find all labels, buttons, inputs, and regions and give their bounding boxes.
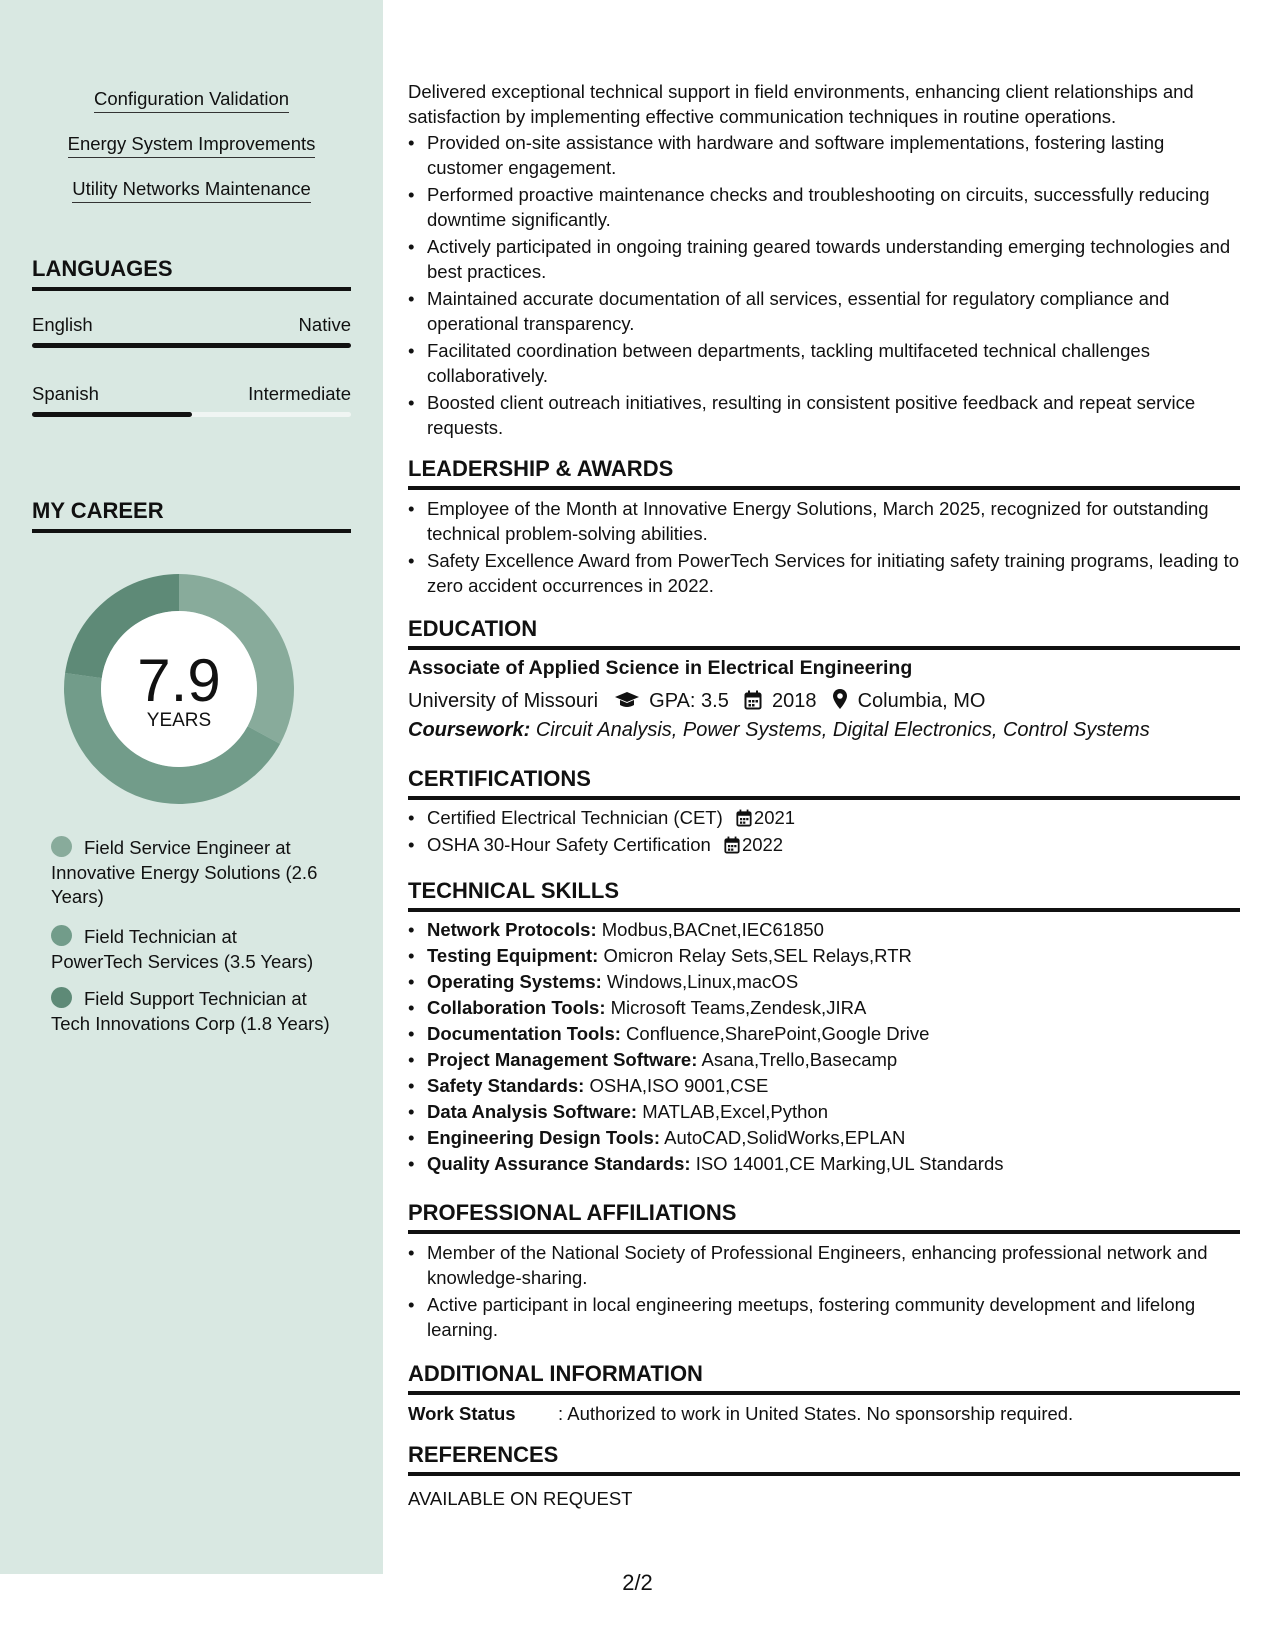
affiliations-list (408, 1241, 1240, 1342)
skill-row: • Network Protocols: Modbus,BACnet,IEC61850 (408, 918, 1240, 943)
work-status-label: Work Status (408, 1403, 516, 1424)
language-bar (32, 412, 351, 417)
skill-row: • Project Management Software: Asana,Trello,Basecamp (408, 1048, 1240, 1073)
experience-list (408, 131, 1240, 440)
legend-dot (51, 987, 72, 1008)
experience-bullet: • Actively participated in ongoing training geared towards understanding emerging technologies and best practices. (408, 235, 1240, 284)
leadership-list (408, 497, 1240, 598)
experience-bullet: • Performed proactive maintenance checks and troubleshooting on circuits, successfully reducing downtime significantly. (408, 183, 1240, 232)
additional-info-heading: ADDITIONAL INFORMATION (408, 1361, 1240, 1395)
skill-row: • Documentation Tools: Confluence,SharePoint,Google Drive (408, 1022, 1240, 1047)
certification-item: • Certified Electrical Technician (CET) 2021 (408, 806, 1240, 831)
education-meta (408, 688, 1240, 713)
school-name: University of Missouri (408, 690, 599, 712)
experience-bullet: • Maintained accurate documentation of all services, essential for regulatory compliance and operational transparency. (408, 287, 1240, 336)
affiliation-item: • Active participant in local engineering meetups, fostering community development and lifelong learning. (408, 1293, 1240, 1342)
work-status-row (408, 1402, 1240, 1427)
certification-year: 2021 (753, 807, 796, 828)
references-heading: REFERENCES (408, 1442, 1240, 1476)
languages-heading: LANGUAGES (32, 256, 351, 291)
skill-row: • Operating Systems: Windows,Linux,macOS (408, 970, 1240, 995)
technical-skills-heading: TECHNICAL SKILLS (408, 878, 1240, 912)
work-status-value: : Authorized to work in United States. No sponsorship required. (558, 1403, 1074, 1424)
calendar-icon (724, 836, 740, 854)
language-name: Spanish (32, 383, 99, 404)
language-bar-fill (32, 343, 351, 348)
career-total-years: 7.9 (137, 647, 221, 714)
references-text: AVAILABLE ON REQUEST (408, 1488, 633, 1509)
location-pin-icon (832, 688, 848, 710)
skill-item: Utility Networks Maintenance (0, 178, 383, 200)
skill-row: • Data Analysis Software: MATLAB,Excel,Python (408, 1100, 1240, 1125)
school-location: Columbia, MO (857, 690, 986, 712)
coursework (408, 719, 1240, 742)
experience-bullet: • Provided on-site assistance with hardware and software implementations, fostering lasting customer engagement. (408, 131, 1240, 180)
skill-row: • Engineering Design Tools: AutoCAD,SolidWorks,EPLAN (408, 1126, 1240, 1151)
language-name: English (32, 314, 93, 335)
skill-row: • Testing Equipment: Omicron Relay Sets,SEL Relays,RTR (408, 944, 1240, 969)
coursework-label: Coursework: (408, 719, 531, 741)
career-heading: MY CAREER (32, 498, 351, 533)
award-item: • Employee of the Month at Innovative Energy Solutions, March 2025, recognized for outstanding technical problem-solving abilities. (408, 497, 1240, 546)
certifications-list (408, 806, 1240, 857)
language-row (32, 383, 351, 405)
technical-skills-list (408, 918, 1240, 1177)
legend-dot (51, 925, 72, 946)
certification-item: • OSHA 30-Hour Safety Certification 2022 (408, 833, 1240, 858)
calendar-icon (744, 690, 762, 710)
language-level: Native (298, 314, 351, 335)
career-legend-item: Field Support Technician at Tech Innovations Corp (1.8 Years) (51, 988, 330, 1034)
language-bar (32, 343, 351, 348)
experience-bullet: • Boosted client outreach initiatives, resulting in consistent positive feedback and repeat service requests. (408, 391, 1240, 440)
certifications-heading: CERTIFICATIONS (408, 766, 1240, 800)
award-item: • Safety Excellence Award from PowerTech Services for initiating safety training programs, leading to zero accident occurrences in 2022. (408, 549, 1240, 598)
career-legend-item: Field Service Engineer at Innovative Energy Solutions (2.6 Years) (51, 837, 318, 907)
skill-item: Configuration Validation (0, 88, 383, 110)
coursework-list: Circuit Analysis, Power Systems, Digital Electronics, Control Systems (535, 719, 1150, 741)
gpa: GPA: 3.5 (649, 690, 729, 712)
skill-row: • Quality Assurance Standards: ISO 14001,CE Marking,UL Standards (408, 1152, 1240, 1177)
degree-title: Associate of Applied Science in Electrical Engineering (408, 657, 913, 679)
calendar-icon (736, 809, 752, 827)
page-number: 2/2 (622, 1570, 653, 1595)
skill-item: Energy System Improvements (0, 133, 383, 155)
leadership-heading: LEADERSHIP & AWARDS (408, 456, 1240, 490)
experience-block (408, 80, 1240, 440)
graduation-cap-icon (614, 690, 640, 710)
affiliations-heading: PROFESSIONAL AFFILIATIONS (408, 1200, 1240, 1234)
career-legend-item: Field Technician at PowerTech Services (3.5 Years) (51, 926, 314, 972)
experience-intro: Delivered exceptional technical support in field environments, enhancing client relationships and satisfaction by implementing effective communication techniques in routine operations. (408, 81, 1194, 127)
language-row (32, 314, 351, 336)
graduation-year: 2018 (771, 690, 817, 712)
language-bar-fill (32, 412, 192, 417)
affiliation-item: • Member of the National Society of Professional Engineers, enhancing professional network and knowledge-sharing. (408, 1241, 1240, 1290)
legend-dot (51, 836, 72, 857)
skill-row: • Safety Standards: OSHA,ISO 9001,CSE (408, 1074, 1240, 1099)
career-total-unit: YEARS (146, 710, 212, 731)
experience-bullet: • Facilitated coordination between departments, tackling multifaceted technical challenges collaboratively. (408, 339, 1240, 388)
certification-year: 2022 (741, 833, 784, 855)
education-heading: EDUCATION (408, 616, 1240, 650)
skill-row: • Collaboration Tools: Microsoft Teams,Zendesk,JIRA (408, 996, 1240, 1021)
sidebar (0, 0, 383, 1574)
language-level: Intermediate (248, 383, 351, 404)
